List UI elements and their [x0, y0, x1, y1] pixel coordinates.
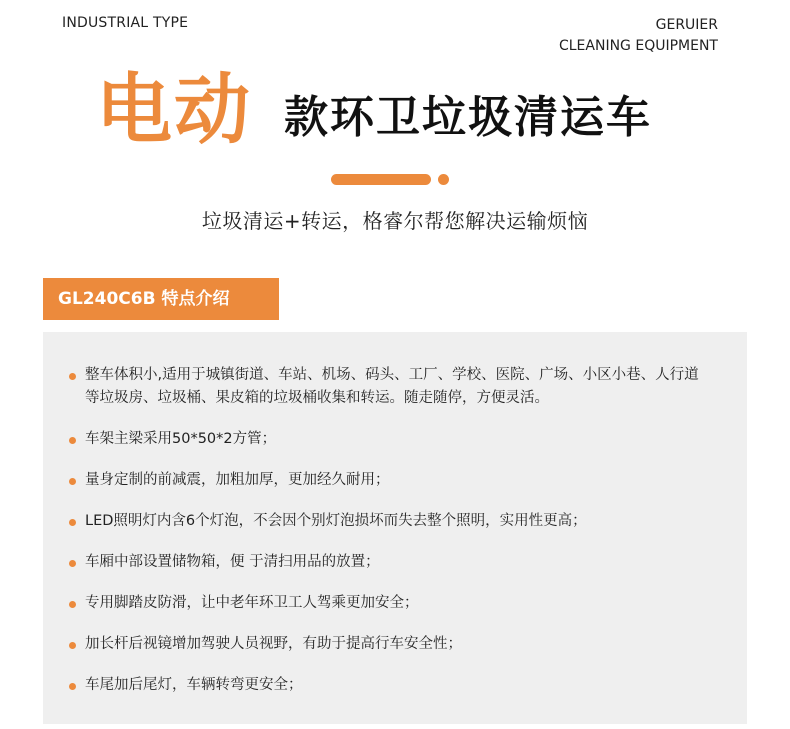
feature-text: 车厢中部设置储物箱，便 于清扫用品的放置； [85, 554, 380, 570]
feature-item [69, 551, 709, 574]
title-highlight: 电动 [96, 65, 252, 154]
feature-text: 车尾加后尾灯，车辆转弯更安全； [85, 677, 303, 693]
feature-text: 加长杆后视镜增加驾驶人员视野，有助于提高行车安全性； [85, 636, 462, 652]
bullet-dot-icon [69, 642, 76, 649]
feature-item [69, 469, 709, 492]
section-label: GL240C6B 特点介绍 [43, 278, 279, 320]
brand-name: GERUIER [655, 17, 718, 33]
feature-item [69, 364, 709, 410]
bullet-dot-icon [69, 478, 76, 485]
feature-text: 车架主梁采用50*50*2方管； [85, 431, 277, 447]
feature-item [69, 592, 709, 615]
feature-text: 专用脚踏皮防滑，让中老年环卫工人驾乘更加安全； [85, 595, 419, 611]
brand-tag [559, 15, 718, 57]
feature-text: 整车体积小,适用于城镇街道、车站、机场、码头、工厂、学校、医院、广场、小区小巷、人行道等垃圾房、垃圾桶、果皮箱的垃圾桶收集和转运。随走随停，方便灵活。 [85, 367, 699, 406]
bullet-dot-icon [69, 519, 76, 526]
page-title [0, 66, 790, 156]
feature-text: LED照明灯内含6个灯泡，不会因个别灯泡损坏而失去整个照明，实用性更高； [85, 513, 587, 529]
features-panel [43, 332, 747, 724]
subtitle: 垃圾清运+转运，格睿尔帮您解决运输烦恼 [201, 209, 589, 233]
feature-item [69, 633, 709, 656]
feature-item [69, 674, 709, 697]
bullet-dot-icon [69, 601, 76, 608]
feature-item [69, 428, 709, 451]
title-main: 款环卫垃圾清运车 [284, 92, 652, 143]
decorative-bar [331, 174, 431, 185]
industrial-type-tag: INDUSTRIAL TYPE [62, 15, 189, 31]
bullet-dot-icon [69, 437, 76, 444]
bullet-dot-icon [69, 560, 76, 567]
bullet-dot-icon [69, 683, 76, 690]
feature-item [69, 510, 709, 533]
bullet-dot-icon [69, 373, 76, 380]
features-list [69, 364, 709, 715]
brand-subtitle: CLEANING EQUIPMENT [558, 38, 718, 54]
decorative-dot [438, 174, 449, 185]
feature-text: 量身定制的前减震，加粗加厚，更加经久耐用； [85, 472, 390, 488]
